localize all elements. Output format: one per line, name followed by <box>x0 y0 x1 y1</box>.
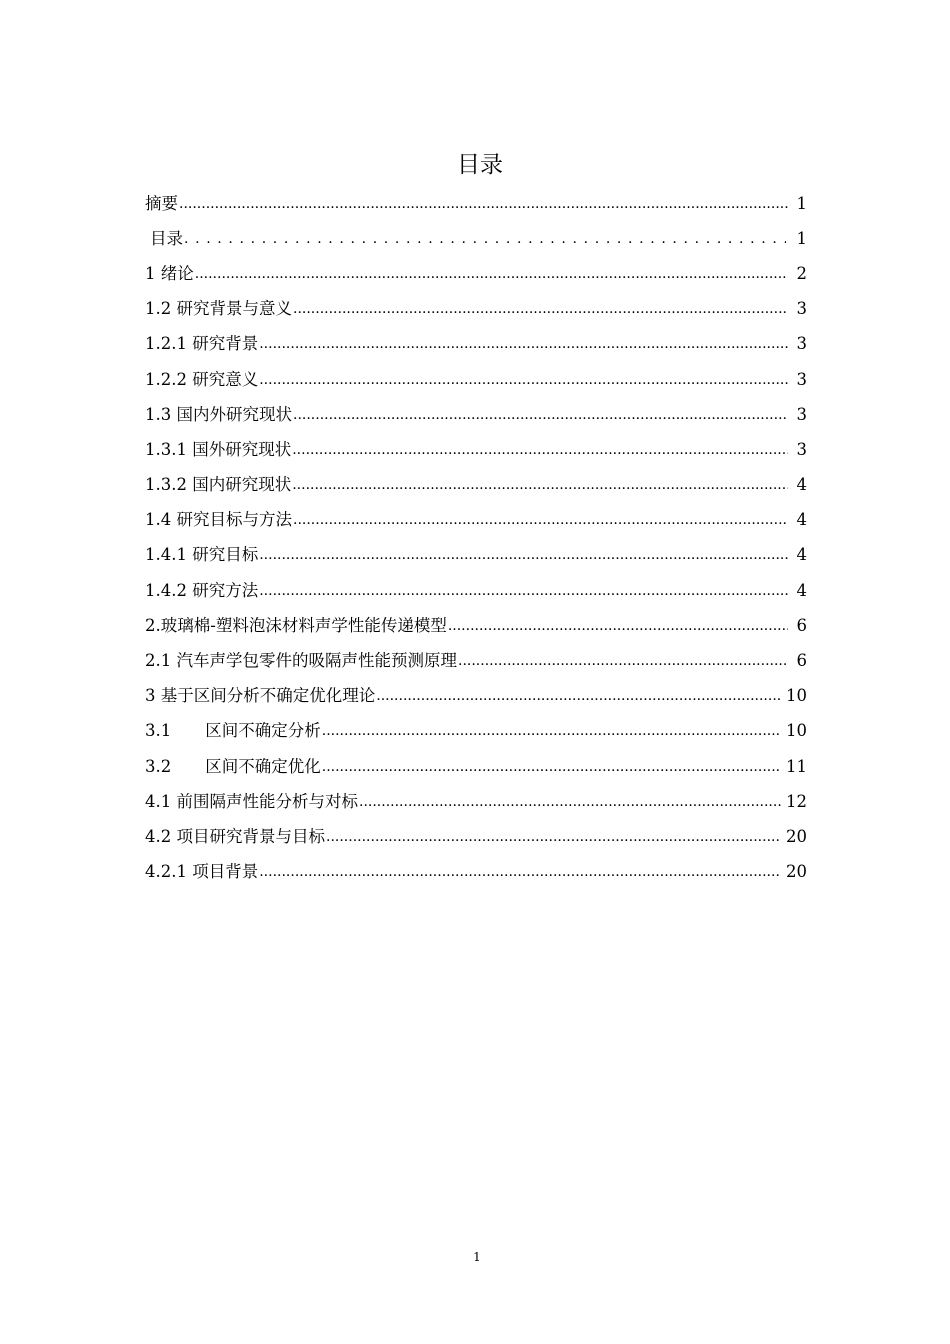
toc-entry[interactable] <box>145 819 807 854</box>
toc-entry[interactable] <box>145 855 807 890</box>
toc-leader-dots <box>293 299 788 319</box>
toc-entry-page: 6 <box>796 615 807 635</box>
toc-entry-label: 1.3 国内外研究现状 <box>145 404 292 424</box>
toc-entry-label: 摘要 <box>145 193 178 213</box>
toc-entry-page: 20 <box>786 862 807 882</box>
toc-entry-page: 4 <box>796 545 807 565</box>
toc-leader-dots <box>293 405 788 425</box>
toc-leader-dots <box>195 264 788 284</box>
toc-leader-dots <box>184 229 786 249</box>
toc-entry-number: 3.1 <box>145 721 172 741</box>
toc-entry[interactable] <box>145 679 807 714</box>
toc-leader-dots <box>179 194 788 214</box>
toc-entry-label <box>145 721 321 741</box>
toc-entry-label: 1 绪论 <box>145 263 194 283</box>
toc-entry[interactable] <box>145 749 807 784</box>
toc-entry-label: 目录 <box>150 228 183 248</box>
toc-leader-dots <box>322 757 781 777</box>
toc-leader-dots <box>292 475 788 495</box>
toc-entry-page: 10 <box>786 686 807 706</box>
toc-entry-label: 4.1 前围隔声性能分析与对标 <box>145 791 358 811</box>
toc-entry-page: 1 <box>796 228 807 248</box>
toc-leader-dots <box>376 686 781 706</box>
toc-entry[interactable] <box>145 538 807 573</box>
toc-entry[interactable] <box>145 221 807 256</box>
toc-entry[interactable] <box>145 186 807 221</box>
toc-entry[interactable] <box>145 432 807 467</box>
toc-entry-page: 4 <box>796 475 807 495</box>
toc-leader-dots <box>322 721 781 741</box>
toc-list <box>145 186 807 890</box>
toc-entry[interactable] <box>145 292 807 327</box>
toc-leader-dots <box>259 862 779 882</box>
toc-entry-label: 2.玻璃棉-塑料泡沫材料声学性能传递模型 <box>145 615 447 635</box>
toc-entry-page: 3 <box>796 299 807 319</box>
toc-entry-page: 3 <box>796 404 807 424</box>
toc-entry-label: 1.4.1 研究目标 <box>145 545 259 565</box>
toc-entry-page: 3 <box>796 334 807 354</box>
toc-entry-number: 3.2 <box>145 756 172 776</box>
toc-leader-dots <box>359 792 781 812</box>
toc-entry-label: 1.2.2 研究意义 <box>145 369 259 389</box>
toc-entry-page: 10 <box>786 721 807 741</box>
toc-entry[interactable] <box>145 503 807 538</box>
toc-leader-dots <box>259 334 788 354</box>
toc-entry[interactable] <box>145 643 807 678</box>
toc-entry-label: 4.2 项目研究背景与目标 <box>145 826 325 846</box>
toc-entry-page: 6 <box>796 651 807 671</box>
toc-entry[interactable] <box>145 362 807 397</box>
toc-entry-page: 2 <box>796 263 807 283</box>
toc-entry-label: 1.3.1 国外研究现状 <box>145 439 292 459</box>
toc-entry-label: 2.1 汽车声学包零件的吸隔声性能预测原理 <box>145 651 457 671</box>
toc-entry-label: 1.3.2 国内研究现状 <box>145 475 292 495</box>
toc-entry-page: 4 <box>796 580 807 600</box>
toc-entry-text: 区间不确定分析 <box>205 721 321 741</box>
toc-entry-page: 20 <box>786 826 807 846</box>
toc-entry[interactable] <box>145 256 807 291</box>
toc-entry-page: 3 <box>796 369 807 389</box>
toc-leader-dots <box>448 616 788 636</box>
toc-entry-label: 1.2.1 研究背景 <box>145 334 259 354</box>
toc-entry[interactable] <box>145 468 807 503</box>
toc-entry-text: 区间不确定优化 <box>205 756 321 776</box>
toc-entry-label: 1.4 研究目标与方法 <box>145 510 292 530</box>
toc-entry-page: 12 <box>786 791 807 811</box>
toc-entry[interactable] <box>145 327 807 362</box>
toc-leader-dots <box>326 827 781 847</box>
toc-title: 目录 <box>457 152 503 178</box>
toc-entry[interactable] <box>145 714 807 749</box>
toc-entry[interactable] <box>145 573 807 608</box>
toc-entry-page: 1 <box>796 193 807 213</box>
toc-leader-dots <box>292 440 788 460</box>
toc-leader-dots <box>293 510 788 530</box>
page-number: 1 <box>473 1250 481 1264</box>
toc-leader-dots <box>259 581 788 601</box>
toc-leader-dots <box>259 545 788 565</box>
toc-entry-page: 3 <box>796 439 807 459</box>
toc-entry-page: 11 <box>786 756 807 776</box>
toc-entry[interactable] <box>145 784 807 819</box>
toc-entry[interactable] <box>145 608 807 643</box>
toc-entry-label: 3 基于区间分析不确定优化理论 <box>145 686 376 706</box>
toc-entry-page: 4 <box>796 510 807 530</box>
toc-entry[interactable] <box>145 397 807 432</box>
toc-entry-label: 1.2 研究背景与意义 <box>145 299 292 319</box>
toc-entry-label: 1.4.2 研究方法 <box>145 580 259 600</box>
toc-entry-label: 4.2.1 项目背景 <box>145 862 259 882</box>
toc-leader-dots <box>259 370 788 390</box>
toc-leader-dots <box>458 651 788 671</box>
toc-entry-label <box>145 757 321 777</box>
